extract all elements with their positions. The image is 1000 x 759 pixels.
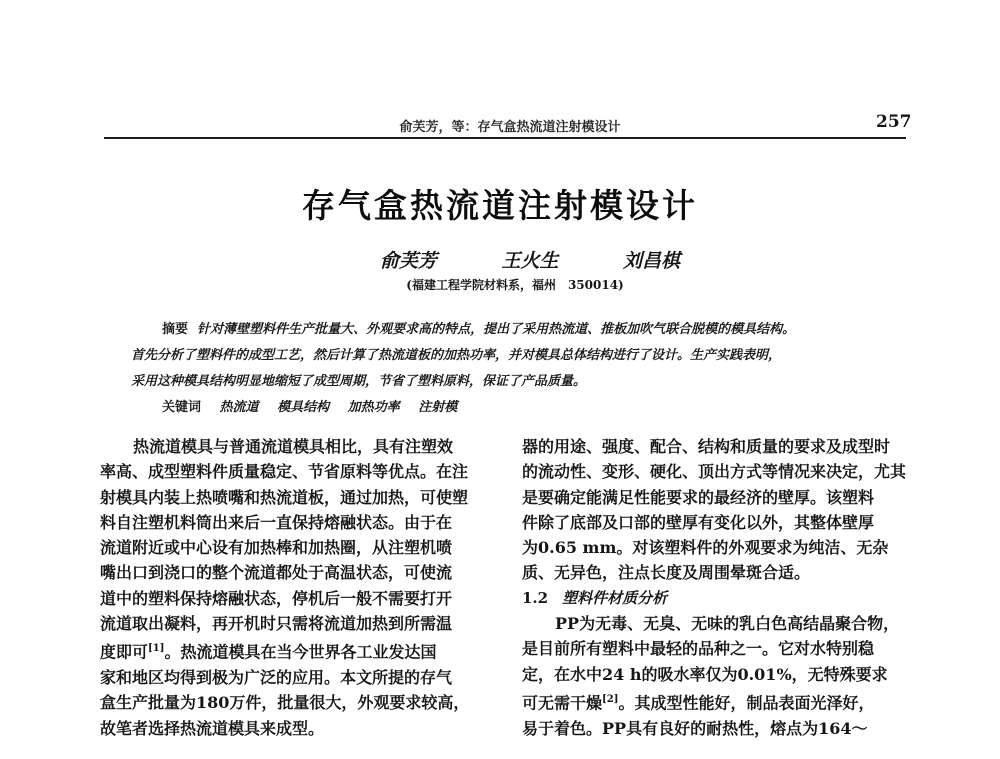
body-line: 嘴出口到浇口的整个流道都处于高温状态，可使流 <box>100 563 453 583</box>
abstract-label: 摘要 <box>162 322 189 337</box>
author-name: 俞芙芳 <box>380 250 438 272</box>
keyword: 加热功率 <box>347 400 400 415</box>
header-rule <box>104 137 906 139</box>
body-line <box>100 636 490 665</box>
keyword: 热流道 <box>219 400 259 415</box>
body-line: 是目前所有塑料中最轻的品种之一。它对水特别稳 <box>522 639 875 659</box>
body-line: PP为无毒、无臭、无味的乳白色高结晶聚合物， <box>555 614 900 634</box>
author-name: 刘昌棋 <box>622 250 680 272</box>
body-line: 器的用途、强度、配合、结构和质量的要求及成型时 <box>522 437 891 456</box>
author-list <box>380 246 680 273</box>
keyword: 模具结构 <box>277 400 330 415</box>
body-line: 家和地区均得到极为广泛的应用。本文所提的存气 <box>100 668 453 687</box>
body-line: 率高、成型塑料件质量稳定、节省原料等优点。在注 <box>100 462 469 482</box>
section-number: 1.2 <box>522 588 549 607</box>
body-line <box>522 687 922 716</box>
keywords-label: 关键词 <box>162 400 202 415</box>
body-line: 热流道模具与普通流道模具相比，具有注塑效 <box>133 437 454 456</box>
page-number: 257 <box>876 112 912 132</box>
body-line: 料自注塑机料筒出来后一直保持熔融状态。由于在 <box>100 512 453 532</box>
body-text: 。其成型性能好，制品表面光泽好， <box>618 693 875 713</box>
citation: [2] <box>602 693 619 705</box>
body-line: 流道取出凝料，再开机时只需将流道加热到所需温 <box>100 614 453 634</box>
body-line: 定，在水中24 h的吸水率仅为0.01%，无特殊要求 <box>522 664 888 684</box>
running-header: 俞芙芳，等：存气盒热流道注射模设计 <box>399 120 621 135</box>
keyword: 注射模 <box>418 400 458 415</box>
author-affiliation: (福建工程学院材料系，福州 350014) <box>406 278 624 292</box>
body-column-right <box>522 434 922 741</box>
body-line: 件除了底部及口部的壁厚有变化以外，其整体壁厚 <box>522 512 875 532</box>
abstract-line: 采用这种模具结构明显地缩短了成型周期，节省了塑料原料，保证了产品质量。 <box>131 374 587 389</box>
body-line: 易于着色。PP具有良好的耐热性，熔点为164～ <box>522 718 868 738</box>
body-text: 。热流道模具在当今世界各工业发达国 <box>164 642 437 662</box>
abstract-text: 针对薄壁塑料件生产批量大、外观要求高的特点，提出了采用热流道、推板加吹气联合脱模的模具结构。 <box>197 322 796 337</box>
author-name: 王火生 <box>501 250 559 272</box>
body-column-left <box>100 434 490 741</box>
article-title: 存气盒热流道注射模设计 <box>302 186 698 225</box>
body-text: 可无需干燥 <box>522 693 603 713</box>
body-line: 是要确定能满足性能要求的最经济的壁厚。该塑料 <box>522 487 875 507</box>
keywords-line <box>162 396 457 415</box>
section-heading <box>522 586 922 611</box>
body-line: 为0.65 mm。对该塑料件的外观要求为纯洁、无杂 <box>522 538 889 558</box>
body-text: 度即可 <box>100 642 149 662</box>
body-line: 盒生产批量为180万件，批量很大，外观要求较高， <box>100 693 470 713</box>
citation: [1] <box>148 643 165 655</box>
body-line: 故笔者选择热流道模具来成型。 <box>100 718 325 738</box>
body-line: 的流动性、变形、硬化、顶出方式等情况来决定，尤其 <box>522 462 907 482</box>
section-title: 塑料件材质分析 <box>562 588 668 607</box>
body-line: 质、无异色，注点长度及周围晕斑合适。 <box>522 563 811 583</box>
body-line: 流道附近或中心设有加热棒和加热圈，从注塑机喷 <box>100 538 453 558</box>
body-line: 道中的塑料保持熔融状态，停机后一般不需要打开 <box>100 588 453 608</box>
body-line: 射模具内装上热喷嘴和热流道板，通过加热，可使塑 <box>100 487 469 507</box>
abstract-line <box>162 318 795 337</box>
abstract-line: 首先分析了塑料件的成型工艺，然后计算了热流道板的加热功率，并对模具总体结构进行了设计。生产实践表明， <box>131 348 782 363</box>
